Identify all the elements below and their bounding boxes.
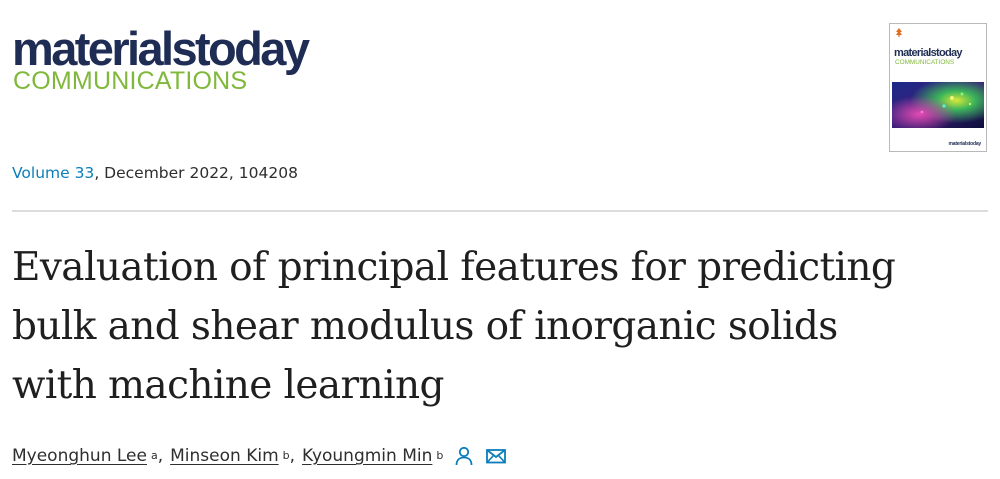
author-list: Myeonghun Lee a , Minseon Kim b , Kyoungmin Min b: [12, 444, 507, 468]
cover-footer-logo: materialstoday: [948, 141, 981, 147]
article-title: [12, 238, 987, 415]
journal-logo-bottom-text: COMMUNICATIONS: [13, 67, 248, 95]
journal-logo[interactable]: [12, 24, 412, 104]
cover-title-bottom: COMMUNICATIONS: [895, 59, 955, 66]
author-link[interactable]: Kyoungmin Min: [302, 446, 433, 466]
article-title-line-1: Evaluation of principal features for predicting: [12, 245, 896, 290]
cover-artwork-image: [892, 82, 984, 128]
volume-link[interactable]: Volume 33: [12, 164, 95, 182]
elsevier-tree-icon: [895, 28, 903, 37]
journal-logo-top-text: materialstoday: [12, 22, 308, 75]
author-separator: ,: [157, 446, 164, 466]
journal-cover-thumbnail[interactable]: [889, 23, 987, 152]
issue-details: , December 2022, 104208: [94, 164, 298, 182]
email-icon[interactable]: [485, 445, 507, 467]
cover-title-top: materialstoday: [894, 47, 962, 59]
divider: [12, 210, 988, 212]
person-icon[interactable]: [453, 445, 475, 467]
author-separator: ,: [289, 446, 296, 466]
author-link[interactable]: Myeonghun Lee: [12, 446, 147, 466]
article-title-line-2: bulk and shear modulus of inorganic solids: [12, 304, 838, 349]
author-link[interactable]: Minseon Kim: [170, 446, 279, 466]
volume-info: [12, 162, 298, 184]
article-title-line-3: with machine learning: [12, 363, 444, 408]
